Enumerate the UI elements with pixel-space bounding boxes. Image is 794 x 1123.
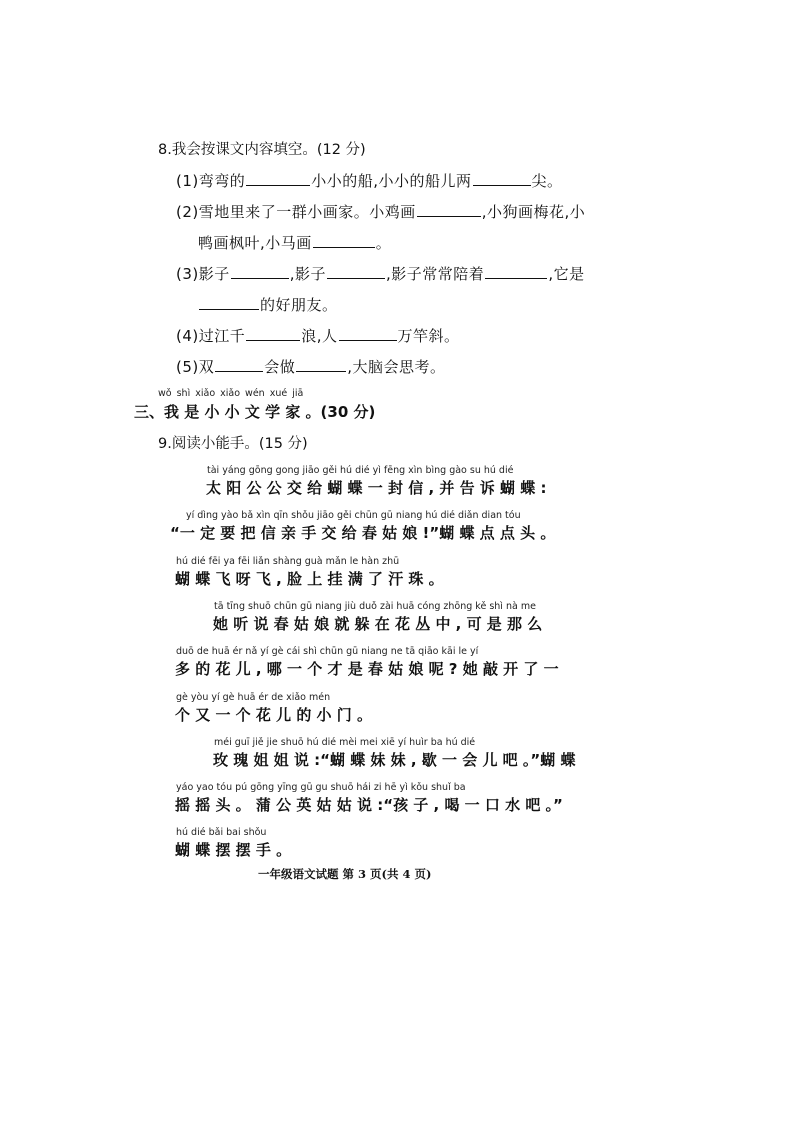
passage-pinyin: hú dié fēi ya fēi liǎn shàng guà mǎn le hàn zhū [176, 556, 400, 567]
passage-pinyin: gè yòu yí gè huā ér de xiǎo mén [176, 692, 331, 703]
q8-item-3-line1 [176, 263, 585, 284]
q8-item-3-line2 [198, 294, 338, 315]
q8-3-text-c: ,影子常常陪着 [386, 265, 485, 283]
passage-pinyin: méi guī jiě jie shuō hú dié mèi mei xiē yí huìr ba hú dié [214, 737, 476, 748]
q8-5-text-c: ,大脑会思考。 [347, 358, 446, 376]
passage-pinyin: yí dìng yào bǎ xìn qīn shǒu jiāo gěi chūn gū niang hú dié diǎn dian tóu [186, 510, 521, 521]
page-footer: 一年级语文试题 第 3 页(共 4 页) [258, 867, 432, 881]
q8-item-1 [176, 170, 563, 191]
section-3-pinyin: wǒ shì xiǎo xiǎo wén xué jiā [158, 388, 304, 399]
q8-1-text-c: 尖。 [531, 172, 563, 190]
q8-3-text-a: (3)影子 [176, 265, 230, 283]
q9-title: 9.阅读小能手。(15 分) [158, 436, 308, 452]
passage-line: “一 定 要 把 信 亲 手 交 给 春 姑 娘 !”蝴 蝶 点 点 头 。 [170, 524, 556, 542]
q8-2-text-c: 鸭画枫叶,小马画 [198, 234, 312, 252]
passage-line: 多 的 花 儿 , 哪 一 个 才 是 春 姑 娘 呢 ? 她 敲 开 了 一 [175, 660, 559, 678]
passage-line: 太 阳 公 公 交 给 蝴 蝶 一 封 信 , 并 告 诉 蝴 蝶 : [206, 479, 547, 497]
q8-2-text-a: (2)雪地里来了一群小画家。小鸡画 [176, 203, 416, 221]
q8-2-text-b: ,小狗画梅花,小 [481, 203, 586, 221]
q8-1-text-a: (1)弯弯的 [176, 172, 246, 190]
q8-item-5 [176, 356, 446, 377]
passage-line: 她 听 说 春 姑 娘 就 躲 在 花 丛 中 , 可 是 那 么 [213, 615, 543, 633]
passage-line: 蝴 蝶 摆 摆 手 。 [175, 841, 292, 859]
q8-1-text-b: 小小的船,小小的船儿两 [311, 172, 472, 190]
passage-line: 蝴 蝶 飞 呀 飞 , 脸 上 挂 满 了 汗 珠 。 [175, 570, 444, 588]
passage-pinyin: tài yáng gōng gong jiāo gěi hú dié yì fēng xìn bìng gào su hú dié [207, 465, 514, 476]
q8-2-text-d: 。 [375, 234, 392, 252]
q8-3-blank-2[interactable] [327, 264, 385, 279]
q8-2-blank-2[interactable] [313, 233, 375, 248]
q8-5-blank-1[interactable] [215, 357, 263, 372]
passage-pinyin: yáo yao tóu pú gōng yīng gū gu shuō hái zi hē yì kǒu shuǐ ba [176, 782, 466, 793]
q8-5-text-b: 会做 [264, 358, 296, 376]
q8-3-blank-3[interactable] [485, 264, 547, 279]
passage-line: 摇 摇 头 。 蒲 公 英 姑 姑 说 :“孩 子 , 喝 一 口 水 吧 。” [175, 796, 563, 814]
section-3-title: 三、我 是 小 小 文 学 家 。(30 分) [134, 403, 376, 421]
passage-pinyin: hú dié bǎi bai shǒu [176, 827, 267, 838]
q8-3-blank-4[interactable] [199, 295, 259, 310]
q8-3-text-e: 的好朋友。 [260, 296, 338, 314]
q8-item-2-line1 [176, 201, 585, 222]
passage-line: 玫 瑰 姐 姐 说 :“蝴 蝶 妹 妹 , 歇 一 会 儿 吧 。”蝴 蝶 [213, 751, 576, 769]
passage-line: 个 又 一 个 花 儿 的 小 门 。 [175, 706, 373, 724]
q8-4-text-b: 浪,人 [301, 327, 338, 345]
passage-pinyin: tā tīng shuō chūn gū niang jiù duǒ zài huā cóng zhōng kě shì nà me [214, 601, 536, 612]
q8-5-blank-2[interactable] [296, 357, 346, 372]
q8-1-blank-2[interactable] [473, 171, 531, 186]
q8-4-text-c: 万竿斜。 [397, 327, 460, 345]
q8-1-blank-1[interactable] [246, 171, 310, 186]
q8-3-text-d: ,它是 [548, 265, 585, 283]
q8-3-text-b: ,影子 [289, 265, 327, 283]
q8-2-blank-1[interactable] [417, 202, 481, 217]
q8-3-blank-1[interactable] [231, 264, 289, 279]
q8-5-text-a: (5)双 [176, 358, 215, 376]
q8-item-4 [176, 325, 460, 346]
q8-4-text-a: (4)过江千 [176, 327, 246, 345]
q8-item-2-line2 [198, 232, 391, 253]
q8-4-blank-2[interactable] [339, 326, 397, 341]
q8-title: 8.我会按课文内容填空。(12 分) [158, 142, 366, 158]
q8-4-blank-1[interactable] [246, 326, 300, 341]
passage-pinyin: duō de huā ér nǎ yí gè cái shì chūn gū niang ne tā qiāo kāi le yí [176, 646, 479, 657]
